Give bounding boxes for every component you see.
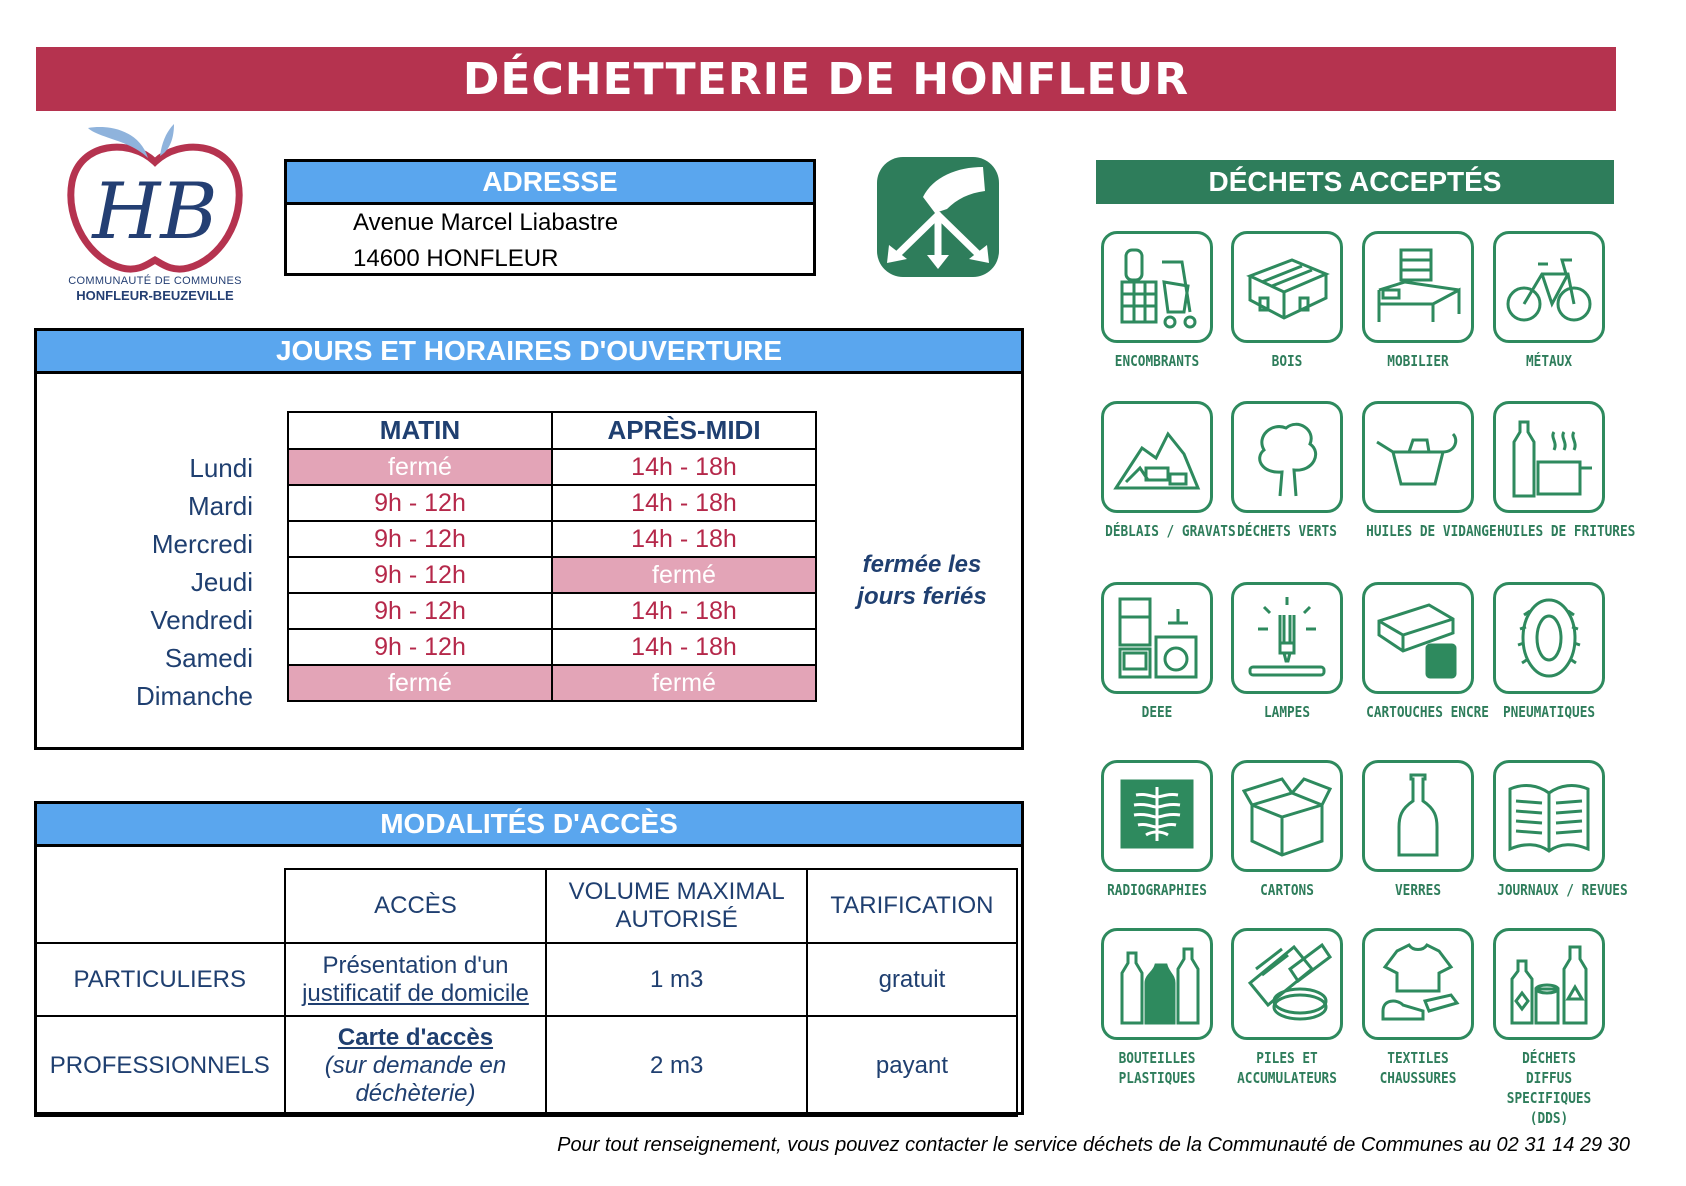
tree-icon bbox=[1231, 401, 1343, 513]
access-header-row bbox=[35, 869, 1017, 943]
waste-item-bouteilles-plastiques bbox=[1096, 928, 1218, 1088]
address-heading: ADRESSE bbox=[287, 162, 813, 205]
access-line2: justificatif de domicile bbox=[302, 979, 529, 1007]
waste-item-dechets-verts bbox=[1226, 401, 1348, 541]
cardboard-box-icon bbox=[1231, 760, 1343, 872]
waste-label: LAMPES bbox=[1263, 703, 1311, 721]
afternoon-cell: fermé bbox=[552, 665, 816, 701]
col-morning: MATIN bbox=[288, 412, 552, 449]
waste-label: ENCOMBRANTS bbox=[1114, 352, 1200, 370]
holiday-note bbox=[832, 549, 1012, 613]
waste-label: MOBILIER bbox=[1387, 352, 1449, 370]
waste-item-piles bbox=[1226, 928, 1348, 1088]
day-label: Jeudi bbox=[190, 567, 253, 597]
col-afternoon: APRÈS-MIDI bbox=[552, 412, 816, 449]
waste-label-text: DÉCHETS DIFFUS SPECIFIQUES (DDS) bbox=[1506, 1049, 1592, 1127]
waste-item-radiographies bbox=[1096, 760, 1218, 900]
pricing: payant bbox=[807, 1016, 1017, 1116]
waste-item-huiles-fritures bbox=[1488, 401, 1636, 541]
rubble-icon bbox=[1101, 401, 1213, 513]
table-row bbox=[35, 1016, 1017, 1116]
col-access: ACCÈS bbox=[285, 869, 547, 943]
waste-item-cartons bbox=[1226, 760, 1348, 900]
day-label: Samedi bbox=[164, 643, 253, 673]
waste-label: DEEE bbox=[1141, 703, 1173, 721]
waste-label-text: PILES ET ACCUMULATEURS bbox=[1237, 1049, 1337, 1087]
waste-item-huiles-vidange bbox=[1357, 401, 1497, 541]
waste-label: BOIS bbox=[1271, 352, 1303, 370]
day-label: Vendredi bbox=[150, 605, 253, 635]
waste-label: CARTONS bbox=[1260, 881, 1314, 899]
bulky-items-icon bbox=[1101, 231, 1213, 343]
access-line1: Présentation d'un bbox=[322, 951, 509, 979]
opening-hours-panel bbox=[34, 328, 1024, 750]
frying-oil-icon bbox=[1493, 401, 1605, 513]
address-city: 14600 HONFLEUR bbox=[353, 245, 559, 272]
waste-label: VERRES bbox=[1394, 881, 1442, 899]
waste-label: RADIOGRAPHIES bbox=[1107, 881, 1207, 899]
day-label: Mardi bbox=[187, 491, 253, 521]
access-panel bbox=[34, 801, 1024, 1115]
community-logo bbox=[60, 120, 250, 305]
plastic-bottles-icon bbox=[1101, 928, 1213, 1040]
waste-item-bois bbox=[1226, 231, 1348, 371]
waste-label: HUILES DE FRITURES bbox=[1497, 522, 1636, 540]
blank-cell bbox=[35, 869, 285, 943]
glass-bottle-icon bbox=[1362, 760, 1474, 872]
contact-footer: Pour tout renseignement, vous pouvez contacter le service déchets de la Communauté de Communes au 02 31 14 29 30 bbox=[557, 1134, 1630, 1156]
appliances-icon bbox=[1101, 582, 1213, 694]
table-row bbox=[288, 521, 816, 557]
max-volume: 1 m3 bbox=[546, 943, 807, 1016]
lamp-icon bbox=[1231, 582, 1343, 694]
holiday-note-line2: jours feriés bbox=[857, 583, 987, 610]
waste-item-textiles bbox=[1357, 928, 1479, 1088]
address-box bbox=[284, 159, 816, 276]
tire-icon bbox=[1493, 582, 1605, 694]
waste-item-cartouches bbox=[1357, 582, 1489, 722]
access-card-link[interactable]: Carte d'accès bbox=[337, 1024, 494, 1051]
morning-cell: 9h - 12h bbox=[288, 485, 552, 521]
waste-label-text: TEXTILES CHAUSSURES bbox=[1379, 1049, 1457, 1087]
waste-label: PNEUMATIQUES bbox=[1502, 703, 1596, 721]
waste-item-mobilier bbox=[1357, 231, 1479, 371]
access-line2: (sur demande en déchèterie) bbox=[324, 1052, 507, 1107]
afternoon-cell: fermé bbox=[552, 557, 816, 593]
newspaper-icon bbox=[1493, 760, 1605, 872]
deposit-waste-icon bbox=[877, 157, 999, 277]
morning-cell: fermé bbox=[288, 449, 552, 485]
afternoon-cell: 14h - 18h bbox=[552, 485, 816, 521]
waste-label: CARTOUCHES ENCRE bbox=[1366, 703, 1489, 721]
accepted-waste-heading: DÉCHETS ACCEPTÉS bbox=[1096, 160, 1614, 204]
waste-label bbox=[1366, 1048, 1470, 1088]
morning-cell: 9h - 12h bbox=[288, 629, 552, 665]
morning-cell: 9h - 12h bbox=[288, 521, 552, 557]
hours-header-row bbox=[288, 412, 816, 449]
waste-label: HUILES DE VIDANGE bbox=[1366, 522, 1497, 540]
holiday-note-line1: fermée les bbox=[862, 551, 982, 578]
hours-table bbox=[287, 411, 817, 702]
afternoon-cell: 14h - 18h bbox=[552, 593, 816, 629]
table-row bbox=[288, 449, 816, 485]
textiles-shoes-icon bbox=[1362, 928, 1474, 1040]
bicycle-icon bbox=[1493, 231, 1605, 343]
pricing: gratuit bbox=[807, 943, 1017, 1016]
waste-label: DÉBLAIS / GRAVATS bbox=[1105, 522, 1236, 540]
morning-cell: 9h - 12h bbox=[288, 557, 552, 593]
access-table bbox=[34, 868, 1018, 1117]
page-title: DÉCHETTERIE DE HONFLEUR bbox=[462, 53, 1190, 105]
waste-item-verres bbox=[1357, 760, 1479, 900]
waste-label bbox=[1235, 1048, 1339, 1088]
table-row bbox=[288, 629, 816, 665]
table-row bbox=[288, 557, 816, 593]
waste-label bbox=[1497, 1048, 1601, 1128]
user-type: PROFESSIONNELS bbox=[35, 1016, 285, 1116]
waste-label: JOURNAUX / REVUES bbox=[1497, 881, 1628, 899]
col-volume: VOLUME MAXIMAL AUTORISÉ bbox=[546, 869, 807, 943]
logo-text-line2: HONFLEUR-BEUZEVILLE bbox=[76, 288, 234, 303]
table-row bbox=[288, 665, 816, 701]
day-label: Mercredi bbox=[151, 529, 253, 559]
afternoon-cell: 14h - 18h bbox=[552, 629, 816, 665]
apple-logo-icon bbox=[60, 120, 250, 275]
waste-item-metaux bbox=[1488, 231, 1610, 371]
day-label: Lundi bbox=[189, 453, 253, 483]
waste-item-dds bbox=[1488, 928, 1610, 1128]
morning-cell: fermé bbox=[288, 665, 552, 701]
logo-text-line1: COMMUNAUTÉ DE COMMUNES bbox=[68, 275, 242, 287]
oil-can-icon bbox=[1362, 401, 1474, 513]
table-row bbox=[35, 943, 1017, 1016]
opening-hours-heading: JOURS ET HORAIRES D'OUVERTURE bbox=[37, 331, 1021, 374]
svg-text:HB: HB bbox=[92, 167, 218, 257]
title-banner bbox=[36, 47, 1616, 111]
user-type: PARTICULIERS bbox=[35, 943, 285, 1016]
col-pricing: TARIFICATION bbox=[807, 869, 1017, 943]
table-row bbox=[288, 485, 816, 521]
waste-item-journaux bbox=[1488, 760, 1628, 900]
access-requirement bbox=[285, 943, 547, 1016]
ink-cartridge-icon bbox=[1362, 582, 1474, 694]
max-volume: 2 m3 bbox=[546, 1016, 807, 1116]
batteries-icon bbox=[1231, 928, 1343, 1040]
waste-label bbox=[1105, 1048, 1209, 1088]
address-street: Avenue Marcel Liabastre bbox=[353, 209, 619, 236]
morning-cell: 9h - 12h bbox=[288, 593, 552, 629]
waste-item-encombrants bbox=[1096, 231, 1218, 371]
wood-pallet-icon bbox=[1231, 231, 1343, 343]
waste-item-lampes bbox=[1226, 582, 1348, 722]
access-requirement bbox=[285, 1016, 547, 1116]
x-ray-icon bbox=[1101, 760, 1213, 872]
waste-item-deee bbox=[1096, 582, 1218, 722]
waste-item-deblais bbox=[1096, 401, 1236, 541]
afternoon-cell: 14h - 18h bbox=[552, 521, 816, 557]
day-label: Dimanche bbox=[135, 681, 253, 711]
access-heading: MODALITÉS D'ACCÈS bbox=[37, 804, 1021, 847]
hazardous-waste-icon bbox=[1493, 928, 1605, 1040]
waste-label: MÉTAUX bbox=[1525, 352, 1573, 370]
waste-label-text: BOUTEILLES PLASTIQUES bbox=[1118, 1049, 1196, 1087]
afternoon-cell: 14h - 18h bbox=[552, 449, 816, 485]
waste-item-pneumatiques bbox=[1488, 582, 1610, 722]
table-row bbox=[288, 593, 816, 629]
furniture-icon bbox=[1362, 231, 1474, 343]
waste-label: DÉCHETS VERTS bbox=[1237, 522, 1337, 540]
